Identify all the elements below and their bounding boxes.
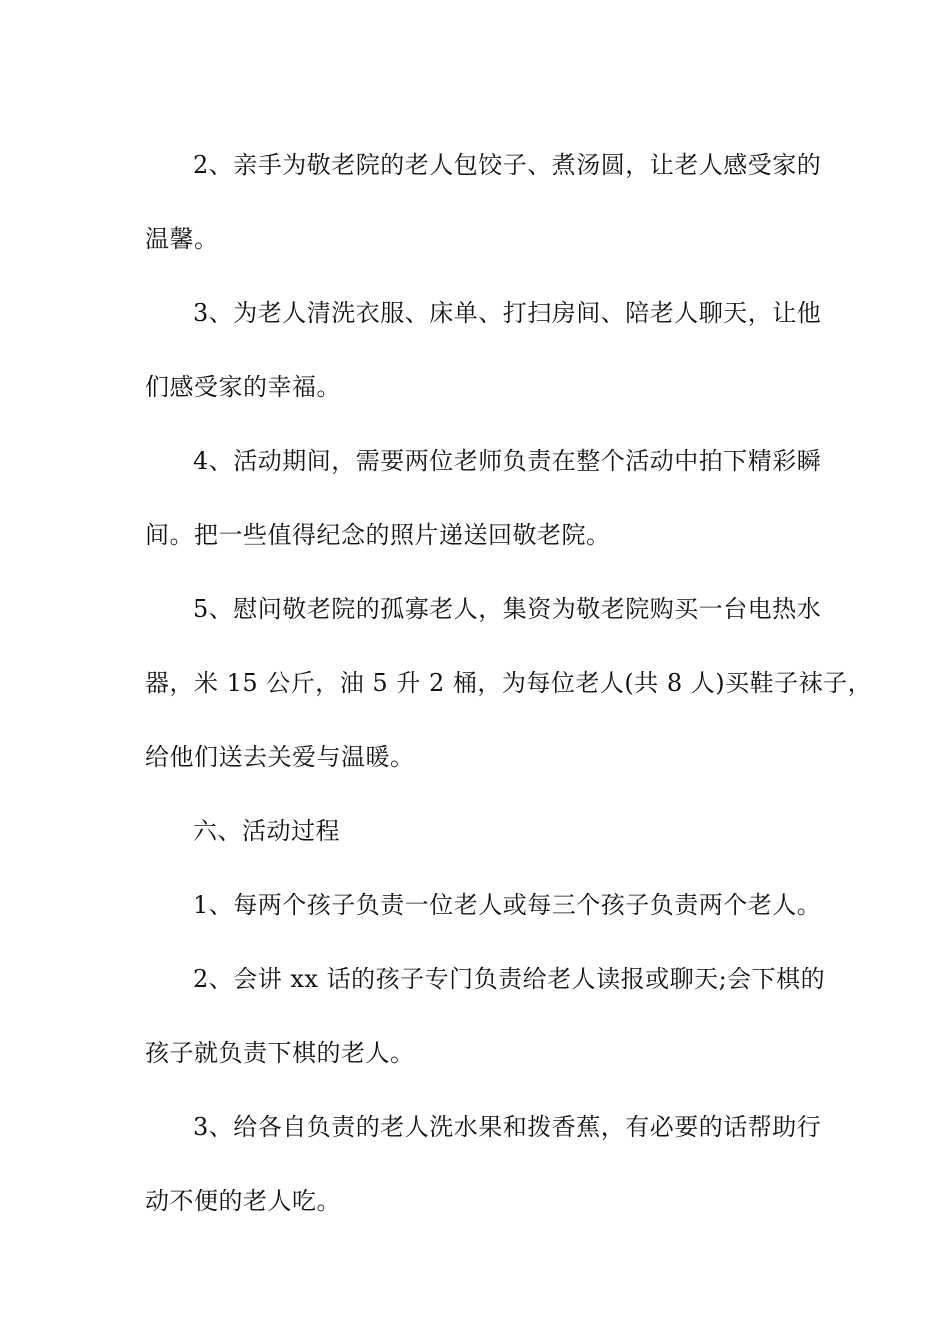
text-line: 动不便的老人吃。	[145, 1187, 341, 1215]
text-line: 2、会讲 xx 话的孩子专门负责给老人读报或聊天;会下棋的	[193, 965, 826, 993]
text-line: 3、给各自负责的老人洗水果和拨香蕉，有必要的话帮助行	[193, 1113, 822, 1141]
paragraph-item-3-cleaning	[145, 276, 835, 424]
text-line: 4、活动期间，需要两位老师负责在整个活动中拍下精彩瞬	[193, 447, 822, 475]
section-heading-activity-process	[145, 794, 835, 868]
paragraph-process-2	[145, 942, 835, 1090]
document-body	[145, 128, 873, 1238]
text-line: 们感受家的幸福。	[145, 373, 341, 401]
text-line: 温馨。	[145, 225, 219, 253]
text-line: 给他们送去关爱与温暖。	[145, 743, 415, 771]
text-line: 1、每两个孩子负责一位老人或每三个孩子负责两个老人。	[193, 891, 822, 919]
text-line: 3、为老人清洗衣服、床单、打扫房间、陪老人聊天，让他	[193, 299, 822, 327]
paragraph-process-1	[145, 868, 835, 942]
text-line: 间。把一些值得纪念的照片递送回敬老院。	[145, 521, 611, 549]
paragraph-item-2-dumplings	[145, 128, 835, 276]
heading-text: 六、活动过程	[193, 817, 340, 845]
paragraph-process-3	[145, 1090, 835, 1238]
text-line: 孩子就负责下棋的老人。	[145, 1039, 415, 1067]
paragraph-item-4-photos	[145, 424, 835, 572]
text-line: 2、亲手为敬老院的老人包饺子、煮汤圆，让老人感受家的	[193, 151, 822, 179]
paragraph-item-5-donations	[145, 572, 873, 794]
text-line: 器，米 15 公斤，油 5 升 2 桶，为每位老人(共 8 人)买鞋子袜子，	[145, 669, 873, 697]
text-line: 5、慰问敬老院的孤寡老人，集资为敬老院购买一台电热水	[193, 595, 822, 623]
